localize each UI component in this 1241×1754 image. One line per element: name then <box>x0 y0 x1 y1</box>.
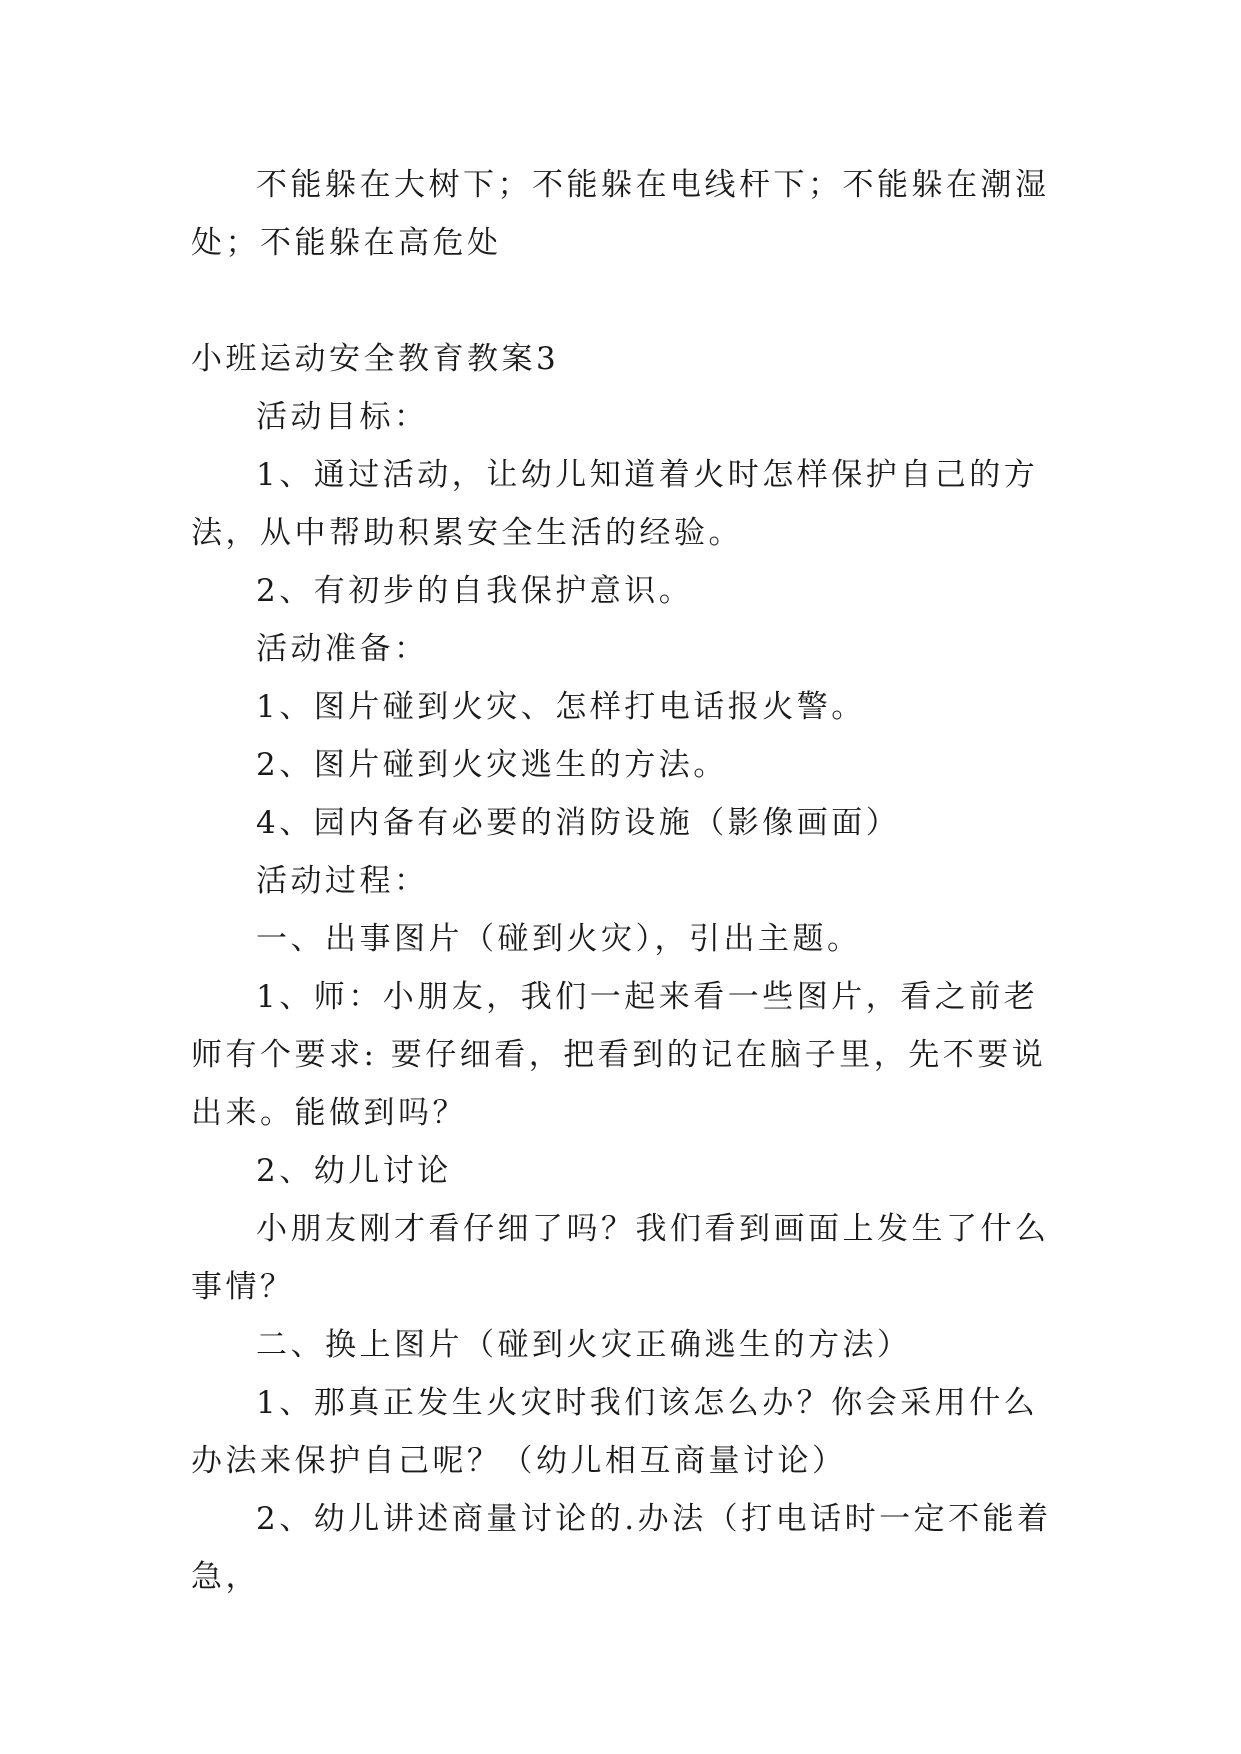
paragraph-prep-heading: 活动准备： <box>256 631 429 667</box>
paragraph-step-one-2: 2、幼儿讨论 <box>256 1153 452 1189</box>
paragraph-goal-1: 1、通过活动，让幼儿知道着火时怎样保护自己的方法，从中帮助积累安全生活的经验。 <box>191 457 1039 551</box>
paragraph-step-one-1: 1、师：小朋友，我们一起来看一些图片，看之前老师有个要求: 要仔细看，把看到的记在脑子里，先不要说出来。能做到吗？ <box>191 979 1047 1131</box>
paragraph-prep-2: 2、图片碰到火灾逃生的方法。 <box>256 747 728 783</box>
paragraph-goals-heading: 活动目标： <box>256 399 429 435</box>
intro-paragraph: 不能躲在大树下；不能躲在电线杆下；不能躲在潮湿处；不能躲在高危处 <box>191 167 1050 261</box>
paragraph-step-two: 二、换上图片（碰到火灾正确逃生的方法） <box>256 1327 912 1363</box>
document-body <box>191 156 1071 1606</box>
paragraph-step-one: 一、出事图片（碰到火灾），引出主题。 <box>256 921 862 957</box>
section-gap <box>191 272 1071 330</box>
paragraph-process-heading: 活动过程： <box>256 863 429 899</box>
paragraph-prep-1: 1、图片碰到火灾、怎样打电话报火警。 <box>256 689 866 725</box>
paragraph-step-two-1: 1、那真正发生火灾时我们该怎么办？你会采用什么办法来保护自己呢？（幼儿相互商量讨论） <box>191 1385 1039 1479</box>
paragraph-step-two-2: 2、幼儿讲述商量讨论的.办法（打电话时一定不能着急， <box>191 1501 1052 1595</box>
paragraph-step-one-question: 小朋友刚才看仔细了吗？我们看到画面上发生了什么事情？ <box>191 1211 1050 1305</box>
paragraph-goal-2: 2、有初步的自我保护意识。 <box>256 573 694 609</box>
paragraph-prep-4: 4、园内备有必要的消防设施（影像画面） <box>256 805 901 841</box>
section-title: 小班运动安全教育教案3 <box>191 341 560 377</box>
